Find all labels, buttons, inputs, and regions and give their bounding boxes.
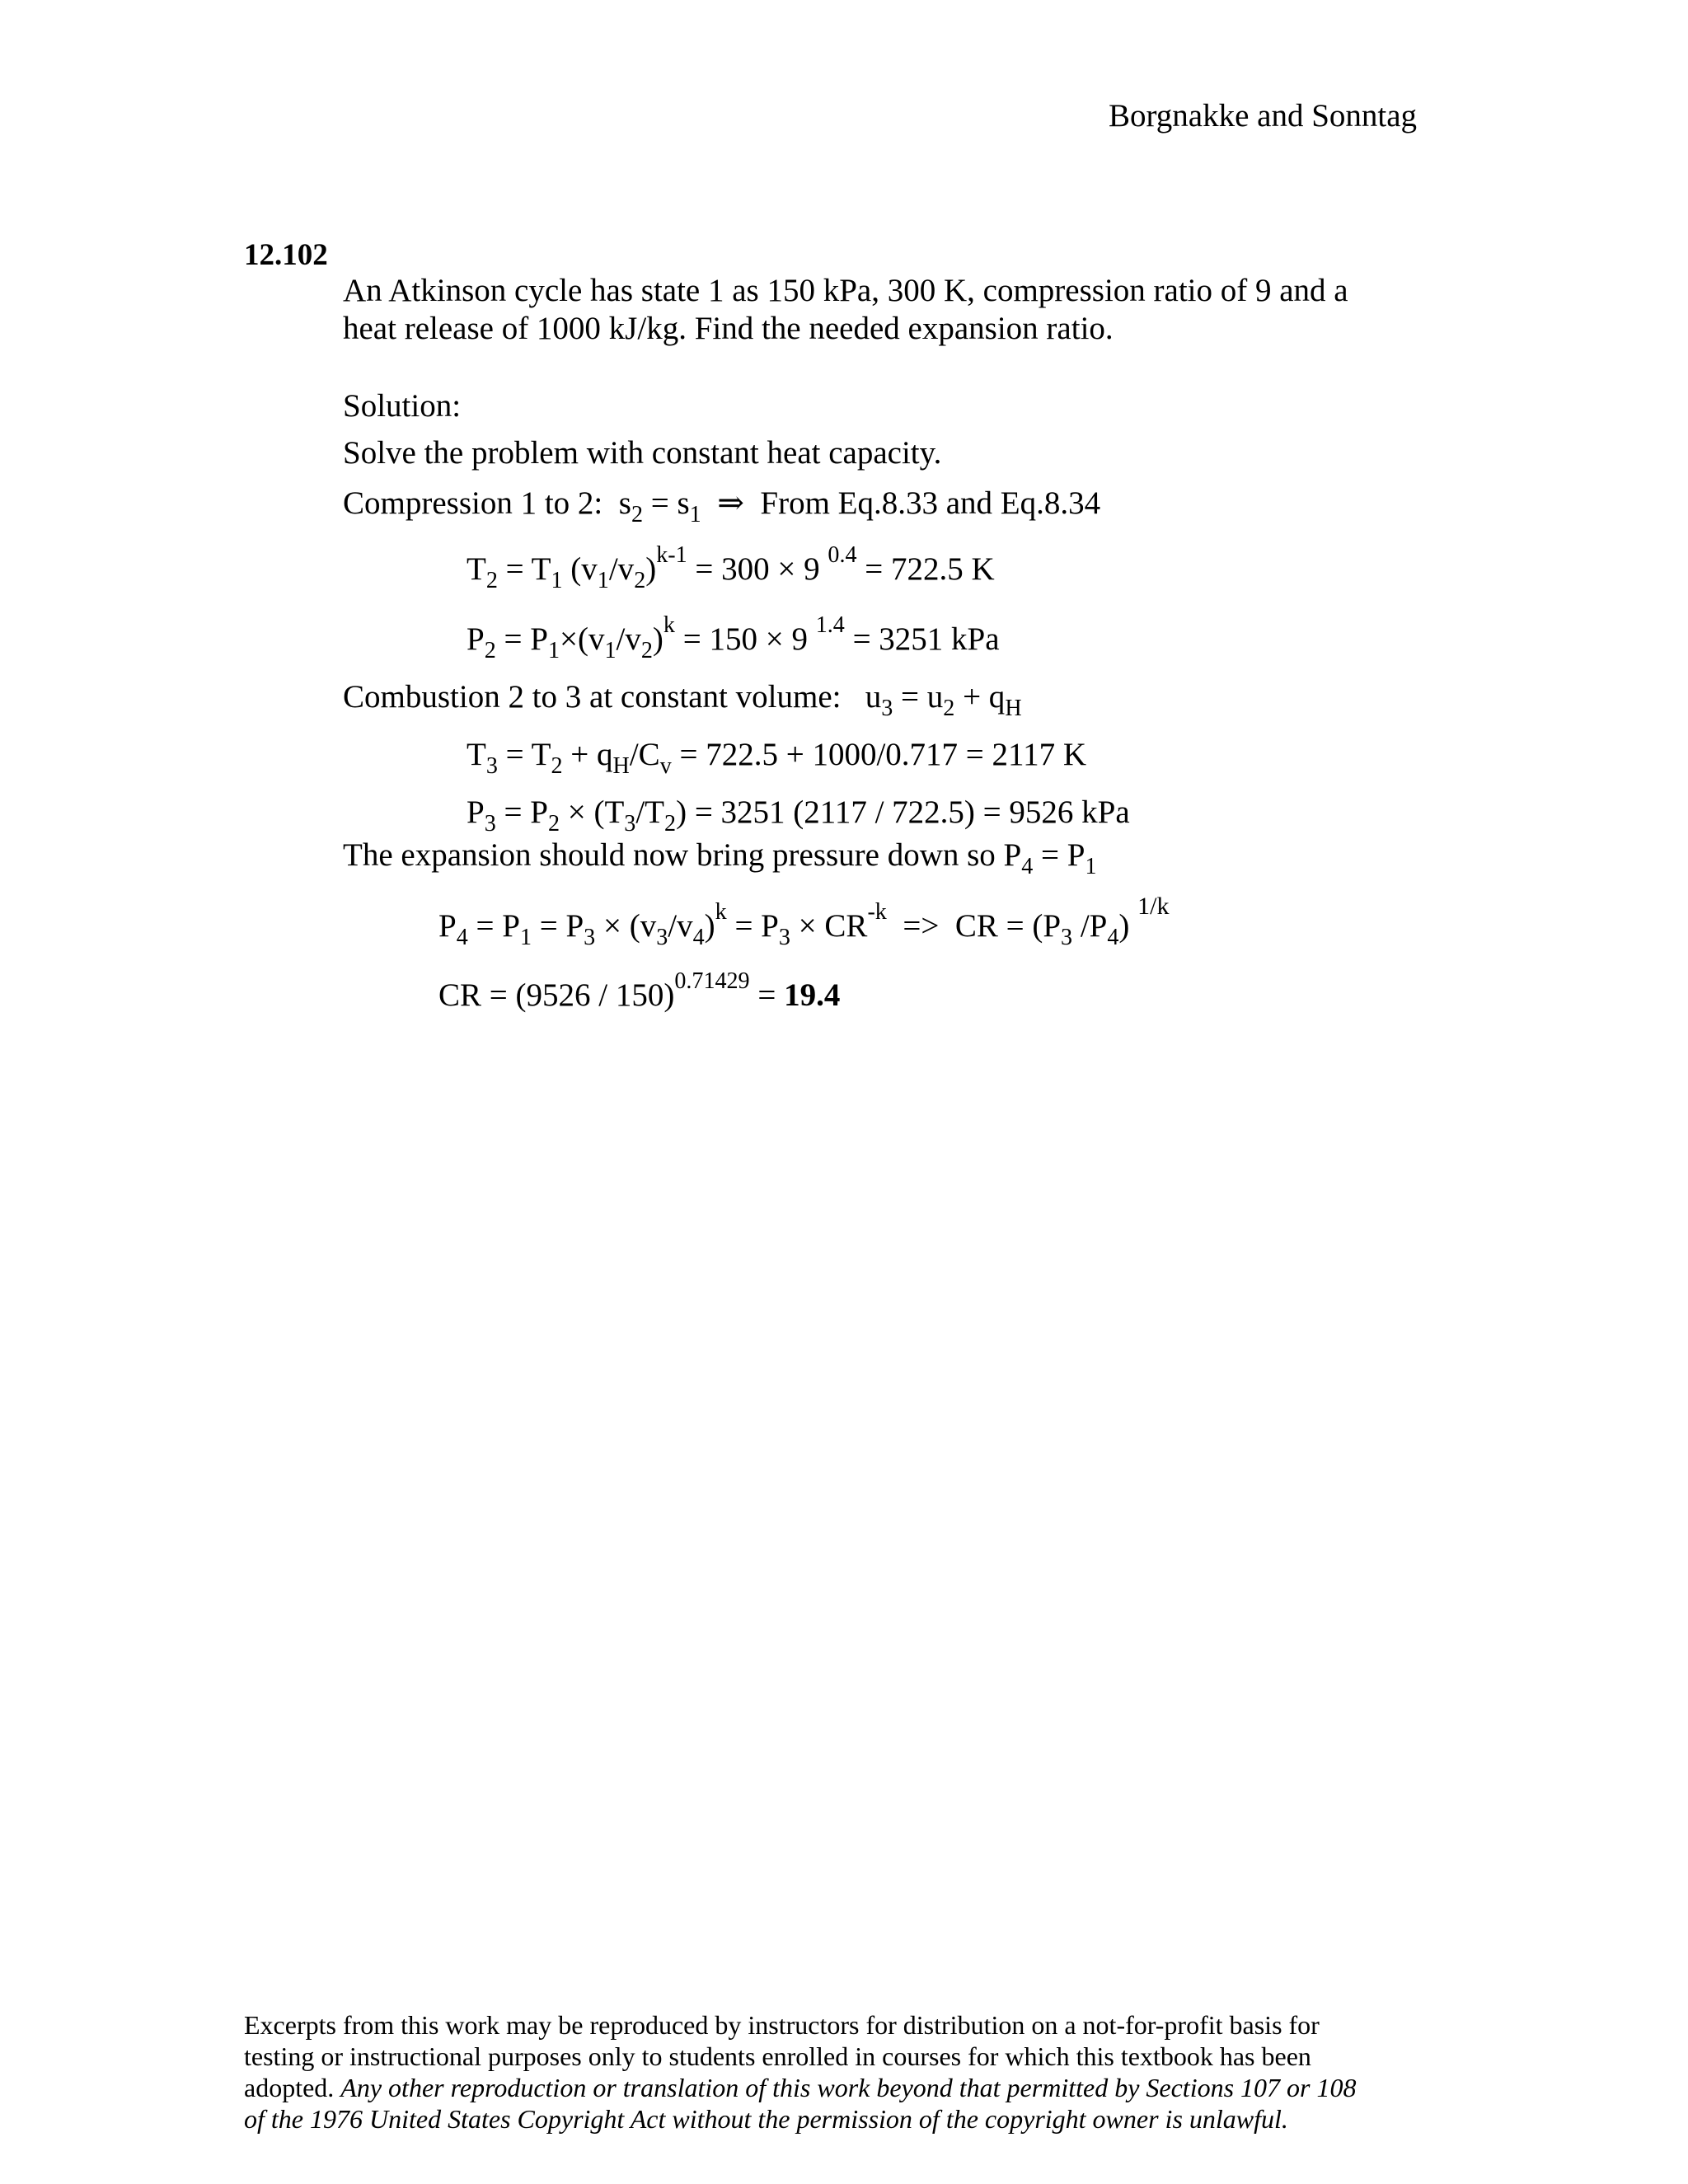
footer-line-1: Excerpts from this work may be reproduced by instructors for distribution on a not-for-profit basis for [244,2010,1320,2040]
combustion-label: Combustion 2 to 3 at constant volume: [343,679,842,715]
expansion-text: The expansion should now bring pressure down so P [343,837,1022,873]
p3-rhs: = 3251 (2117 / 722.5) = 9526 kPa [694,794,1130,830]
footer-line-4 [244,2103,1431,2135]
problem-statement-line-2: heat release of 1000 kJ/kg. Find the needed expansion ratio. [343,311,1114,346]
p2-result: = 3251 kPa [852,621,1000,657]
problem-number: 12.102 [244,238,328,272]
t2-equation: $T_2 = T_1$ $(v_1/v_2)^{k-1} = 300 \times 9$ $^{0.4}$ = 722.5 K [467,541,995,593]
cr-derivation-equation: $P_4 = P_1 = P_3 \times (v_3/v_4)^k = P_3 \times CR^{-k}$ => CR = ($P_3$ $/P_4$) $^{1/k}$ [438,893,1170,950]
p3-equation: $P_3 = P_2 \times (T_3/T_2) = 3251$ (2117 / 722.5) = 9526 kPa [467,794,1130,837]
compression-label: Compression 1 to 2: [343,485,603,521]
solution-label: Solution: [343,388,462,424]
footer-line-4-italic: of the 1976 United States Copyright Act without the permission of the copyright owner is unlawful. [244,2104,1288,2134]
cr-exponent: 0.71429 [674,968,750,994]
expansion-line: The expansion should now bring pressure down so $P_4 = P_1$ [343,837,1097,879]
cr-lhs: CR = (9526 / 150) [438,977,675,1013]
solution-intro: Solve the problem with constant heat capacity. [343,435,942,471]
t3-equation: $T_3 = T_2 + q_H/C_v = 722.5 + 1000/0.717 = 2117$ K [467,737,1087,779]
page-header-author: Borgnakke and Sonntag [1109,98,1418,134]
footer-line-3 [244,2072,1431,2103]
cr-answer: 19.4 [784,977,841,1013]
compression-line: Compression 1 to 2: $s_2 = s_1$ ⇒ From Eq.8.33 and Eq.8.34 [343,485,1101,527]
t3-rhs: = 722.5 + 1000/0.717 = 2117 K [679,737,1087,772]
copyright-footer [244,2009,1431,2135]
p2-equation: $P_2 = P_1\times(v_1/v_2)^k = 150 \times 9$ $^{1.4}$ = 3251 kPa [467,612,1000,663]
combustion-line: Combustion 2 to 3 at constant volume: $u_3 = u_2 + q_H$ [343,679,1022,721]
footer-line-3-plain: adopted. [244,2073,335,2102]
t2-result: = 722.5 K [865,551,995,587]
problem-statement [343,272,1431,348]
footer-line-3-italic: Any other reproduction or translation of this work beyond that permitted by Sections 107 or 108 [340,2073,1357,2102]
problem-statement-line-1: An Atkinson cycle has state 1 as 150 kPa, 300 K, compression ratio of 9 and a [343,273,1348,308]
cr-result-equation: CR = (9526 / 150)$^{0.71429}$ = 19.4 [438,968,841,1013]
compression-reference: From Eq.8.33 and Eq.8.34 [760,485,1101,521]
footer-line-2: testing or instructional purposes only to students enrolled in courses for which this textbook has been [244,2041,1311,2071]
